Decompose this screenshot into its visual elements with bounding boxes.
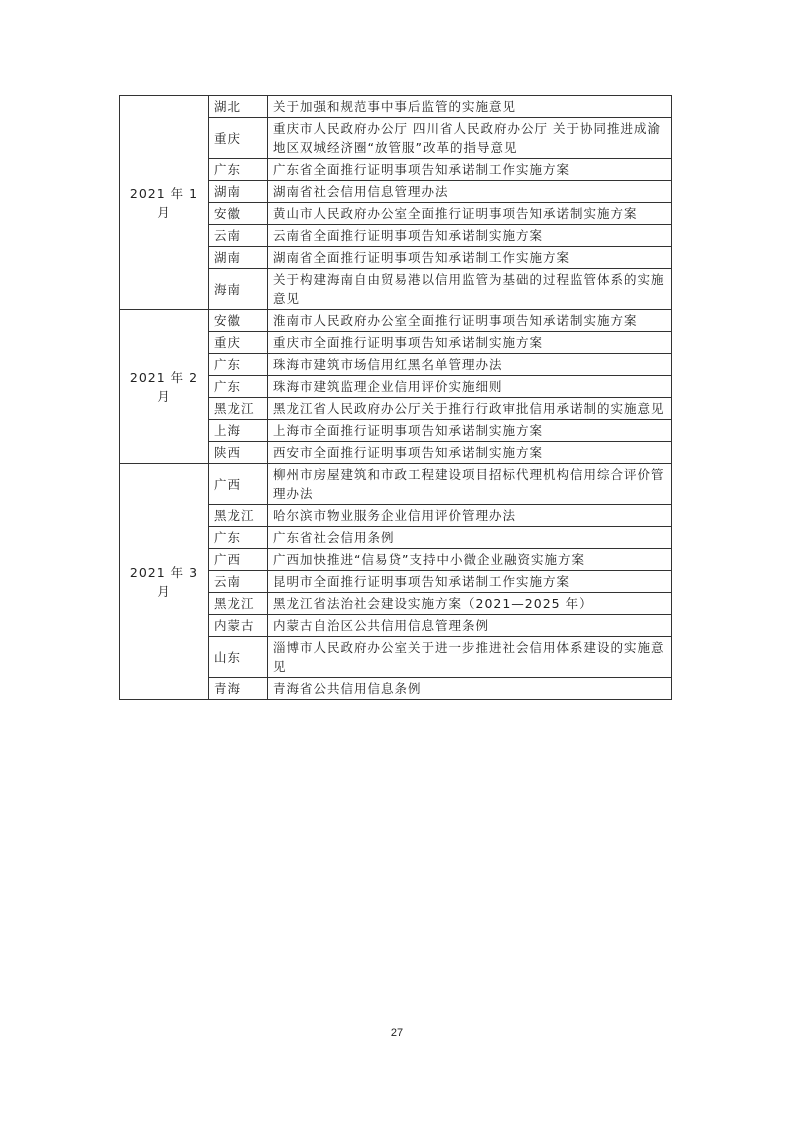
month-cell: 2021 年 2 月: [120, 310, 209, 464]
table-row: [120, 464, 672, 505]
month-cell: 2021 年 3 月: [120, 464, 209, 700]
province-cell: 广东: [209, 376, 268, 398]
table-row: [120, 96, 672, 118]
table-row: [120, 310, 672, 332]
province-cell: 陕西: [209, 442, 268, 464]
province-cell: 广东: [209, 527, 268, 549]
policy-title-cell: 广东省社会信用条例: [268, 527, 672, 549]
policy-title-cell: 青海省公共信用信息条例: [268, 678, 672, 700]
province-cell: 黑龙江: [209, 593, 268, 615]
policy-title-cell: 柳州市房屋建筑和市政工程建设项目招标代理机构信用综合评价管理办法: [268, 464, 672, 505]
province-cell: 重庆: [209, 118, 268, 159]
policy-title-cell: 淄博市人民政府办公室关于进一步推进社会信用体系建设的实施意见: [268, 637, 672, 678]
province-cell: 安徽: [209, 203, 268, 225]
policy-title-cell: 昆明市全面推行证明事项告知承诺制工作实施方案: [268, 571, 672, 593]
province-cell: 海南: [209, 269, 268, 310]
province-cell: 山东: [209, 637, 268, 678]
policy-title-cell: 广东省全面推行证明事项告知承诺制工作实施方案: [268, 159, 672, 181]
policy-title-cell: 关于加强和规范事中事后监管的实施意见: [268, 96, 672, 118]
policy-title-cell: 重庆市全面推行证明事项告知承诺制实施方案: [268, 332, 672, 354]
policy-title-cell: 黑龙江省人民政府办公厅关于推行行政审批信用承诺制的实施意见: [268, 398, 672, 420]
province-cell: 重庆: [209, 332, 268, 354]
policy-title-cell: 重庆市人民政府办公厅 四川省人民政府办公厅 关于协同推进成渝地区双城经济圈“放管服”改革的指导意见: [268, 118, 672, 159]
policy-table-body: [120, 96, 672, 700]
policy-title-cell: 湖南省社会信用信息管理办法: [268, 181, 672, 203]
province-cell: 云南: [209, 225, 268, 247]
policy-title-cell: 上海市全面推行证明事项告知承诺制实施方案: [268, 420, 672, 442]
policy-title-cell: 珠海市建筑市场信用红黑名单管理办法: [268, 354, 672, 376]
policy-title-cell: 黄山市人民政府办公室全面推行证明事项告知承诺制实施方案: [268, 203, 672, 225]
policy-title-cell: 关于构建海南自由贸易港以信用监管为基础的过程监管体系的实施意见: [268, 269, 672, 310]
policy-title-cell: 广西加快推进“信易贷”支持中小微企业融资实施方案: [268, 549, 672, 571]
policy-table: [119, 95, 672, 700]
policy-title-cell: 西安市全面推行证明事项告知承诺制实施方案: [268, 442, 672, 464]
province-cell: 黑龙江: [209, 398, 268, 420]
policy-title-cell: 内蒙古自治区公共信用信息管理条例: [268, 615, 672, 637]
policy-title-cell: 淮南市人民政府办公室全面推行证明事项告知承诺制实施方案: [268, 310, 672, 332]
month-cell: 2021 年 1 月: [120, 96, 209, 310]
policy-title-cell: 黑龙江省法治社会建设实施方案（2021—2025 年）: [268, 593, 672, 615]
province-cell: 湖南: [209, 247, 268, 269]
province-cell: 上海: [209, 420, 268, 442]
province-cell: 云南: [209, 571, 268, 593]
policy-title-cell: 湖南省全面推行证明事项告知承诺制工作实施方案: [268, 247, 672, 269]
province-cell: 湖北: [209, 96, 268, 118]
policy-title-cell: 珠海市建筑监理企业信用评价实施细则: [268, 376, 672, 398]
province-cell: 广东: [209, 159, 268, 181]
policy-title-cell: 哈尔滨市物业服务企业信用评价管理办法: [268, 505, 672, 527]
province-cell: 广西: [209, 549, 268, 571]
page-number: 27: [390, 1027, 404, 1039]
province-cell: 广西: [209, 464, 268, 505]
province-cell: 广东: [209, 354, 268, 376]
province-cell: 湖南: [209, 181, 268, 203]
province-cell: 青海: [209, 678, 268, 700]
province-cell: 安徽: [209, 310, 268, 332]
policy-title-cell: 云南省全面推行证明事项告知承诺制实施方案: [268, 225, 672, 247]
province-cell: 黑龙江: [209, 505, 268, 527]
province-cell: 内蒙古: [209, 615, 268, 637]
